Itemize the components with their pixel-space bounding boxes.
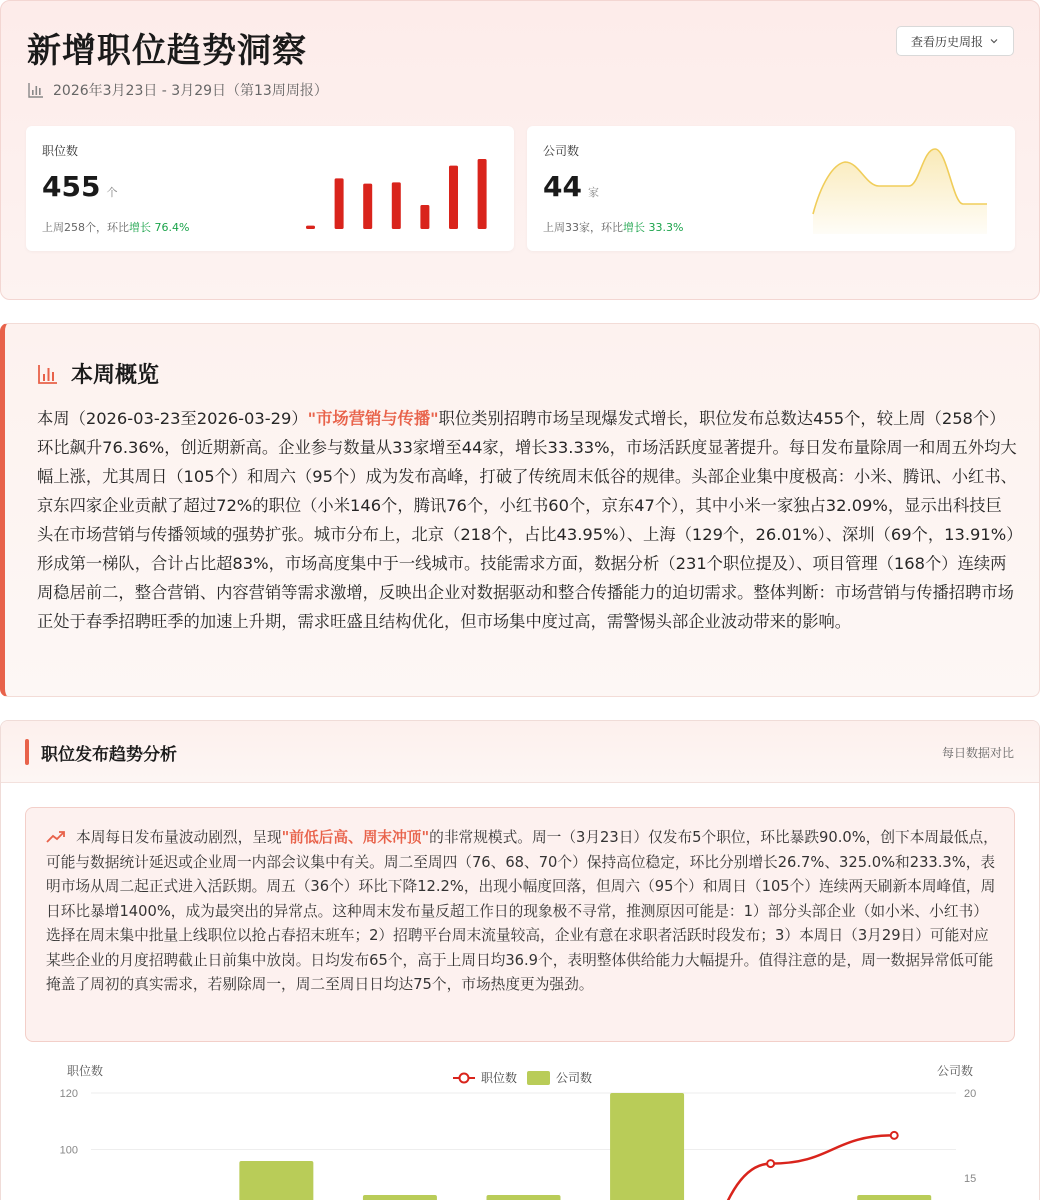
companies-value: 44 <box>543 170 582 203</box>
section-accent-bar <box>25 739 29 765</box>
mini-bar <box>363 184 372 229</box>
overview-text-part: 职位类别招聘市场呈现爆发式增长，职位发布总数达455个，较上周（258个）环比飙升76.36%，创近期新高。企业参与数量从33家增至44家，增长33.33%，市场活跃度显著提升。每日发布量除周一和周五外均大幅上涨，尤其周日（105个）和周六（95个）成为发布高峰，打破了传统周末低谷的规律。头部企业集中度极高：小米、腾讯、小红书、京东四家企业贡献了超过72%的职位（小米146个，腾讯76个，小红书60个，京东47个），其中小米一家独占32.09%，显示出科技巨头在市场营销与传播领域的强势扩张。城市分布上，北京（218个，占比43.95%）、上海（129个，26.01%）、深圳（69个，13.91%）形成第一梯队，合计占比超83%，市场高度集中于一线城市。技能需求方面，数据分析（231个职位提及）、项目管理（168个）连续两周稳居前二，整合营销、内容营销等需求激增，反映出企业对数据驱动和整合传播能力的迫切需求。整体判断：市场营销与传播招聘市场正处于春季招聘旺季的加速上升期，需求旺盛且结构优化，但市场集中度过高，需警惕头部企业波动带来的影响。 <box>37 409 1017 631</box>
insight-text-part: 本周每日发布量波动剧烈，呈现 <box>76 829 282 846</box>
mini-bar <box>335 178 344 229</box>
mini-bar <box>306 226 315 229</box>
y-right-tick-label: 15 <box>964 1173 977 1185</box>
y-right-axis-title: 公司数 <box>937 1064 974 1078</box>
page-title: 新增职位趋势洞察 <box>27 31 307 71</box>
positions-value: 455 <box>42 170 101 203</box>
overview-card <box>0 323 1040 697</box>
companies-stat-card <box>527 126 1015 251</box>
history-report-button[interactable] <box>896 26 1014 56</box>
companies-mini-area-chart <box>811 144 991 234</box>
mini-bar <box>449 166 458 229</box>
companies-trend: 增长 33.3% <box>623 221 684 234</box>
trend-tag: 每日数据对比 <box>941 746 1014 760</box>
mini-bar <box>478 159 487 229</box>
trend-analysis-card <box>0 720 1040 1200</box>
mini-bar <box>392 182 401 229</box>
legend-label-positions: 职位数 <box>481 1071 518 1085</box>
legend-bar-swatch <box>527 1071 550 1085</box>
header-card <box>0 0 1040 300</box>
company-bar <box>363 1195 437 1200</box>
chart-legend[interactable] <box>453 1070 592 1085</box>
company-bar <box>857 1195 931 1200</box>
trend-chart-svg <box>1 1051 1040 1200</box>
positions-label: 职位数 <box>42 144 79 158</box>
overview-highlight: "市场营销与传播" <box>307 409 439 428</box>
y-left-tick-label: 120 <box>59 1088 78 1100</box>
positions-unit: 个 <box>106 186 118 199</box>
positions-mini-bar-chart <box>304 154 494 229</box>
legend-line-marker <box>460 1074 469 1083</box>
date-range-text: 2026年3月23日 - 3月29日（第13周周报） <box>53 83 328 99</box>
positions-stat-card <box>26 126 514 251</box>
positions-trend: 增长 76.4% <box>129 221 190 234</box>
companies-compare <box>543 219 683 235</box>
overview-paragraph <box>37 404 1017 636</box>
chevron-down-icon <box>989 36 999 46</box>
y-left-axis-title: 职位数 <box>67 1064 104 1078</box>
positions-compare <box>42 219 189 235</box>
trending-up-icon <box>46 830 66 844</box>
companies-unit: 家 <box>587 186 599 199</box>
trend-header <box>1 721 1039 783</box>
y-left-tick-label: 100 <box>59 1144 78 1157</box>
mini-bar <box>420 205 429 229</box>
y-right-tick-label: 20 <box>964 1088 977 1100</box>
overview-title: 本周概览 <box>71 363 160 388</box>
trend-chart <box>1 1051 1040 1200</box>
company-bar <box>487 1195 561 1200</box>
insight-highlight: "前低后高、周末冲顶" <box>281 829 430 846</box>
trend-title: 职位发布趋势分析 <box>41 745 177 765</box>
company-bar <box>610 1093 684 1200</box>
positions-point[interactable] <box>891 1132 898 1139</box>
insight-text-part: 的非常规模式。周一（3月23日）仅发布5个职位，环比暴跌90.0%，创下本周最低点，可能与数据统计延迟或企业周一内部会议集中有关。周二至周四（76、68、70个）保持高位稳定，环比分别增长26.7%、325.0%和233.3%，表明市场从周二起正式进入活跃期。周五（36个）环比下降12.2%，出现小幅度回落，但周六（95个）和周日（105个）连续两天刷新本周峰值，周日环比暴增1400%，成为最突出的异常点。这种周末发布量反超工作日的现象极不寻常，推测原因可能是：1）部分头部企业（如小米、小红书）选择在周末集中批量上线职位以抢占春招末班车；2）招聘平台周末流量较高，企业有意在求职者活跃时段发布；3）本周日（3月29日）可能对应某些企业的月度招聘截止日前集中放岗。日均发布65个，高于上周日均36.9个，表明整体供给能力大幅提升。值得注意的是，周一数据异常低可能掩盖了周初的真实需求，若剔除周一，周二至周日日均达75个，市场热度更为强劲。 <box>46 829 998 993</box>
companies-label: 公司数 <box>543 144 580 158</box>
trend-insight-box <box>25 807 1015 1042</box>
bar-chart-icon <box>27 81 45 99</box>
positions-point[interactable] <box>767 1160 774 1167</box>
date-range <box>27 79 328 101</box>
overview-text-part: 本周（2026-03-23至2026-03-29） <box>37 409 308 428</box>
bar-chart-icon <box>37 363 59 385</box>
history-button-label: 查看历史周报 <box>910 34 983 49</box>
company-bar <box>239 1161 313 1200</box>
trend-insight-text <box>46 826 998 998</box>
legend-label-companies: 公司数 <box>556 1071 593 1085</box>
positions-compare-text: 上周258个，环比 <box>42 221 129 234</box>
companies-compare-text: 上周33家，环比 <box>543 221 623 234</box>
